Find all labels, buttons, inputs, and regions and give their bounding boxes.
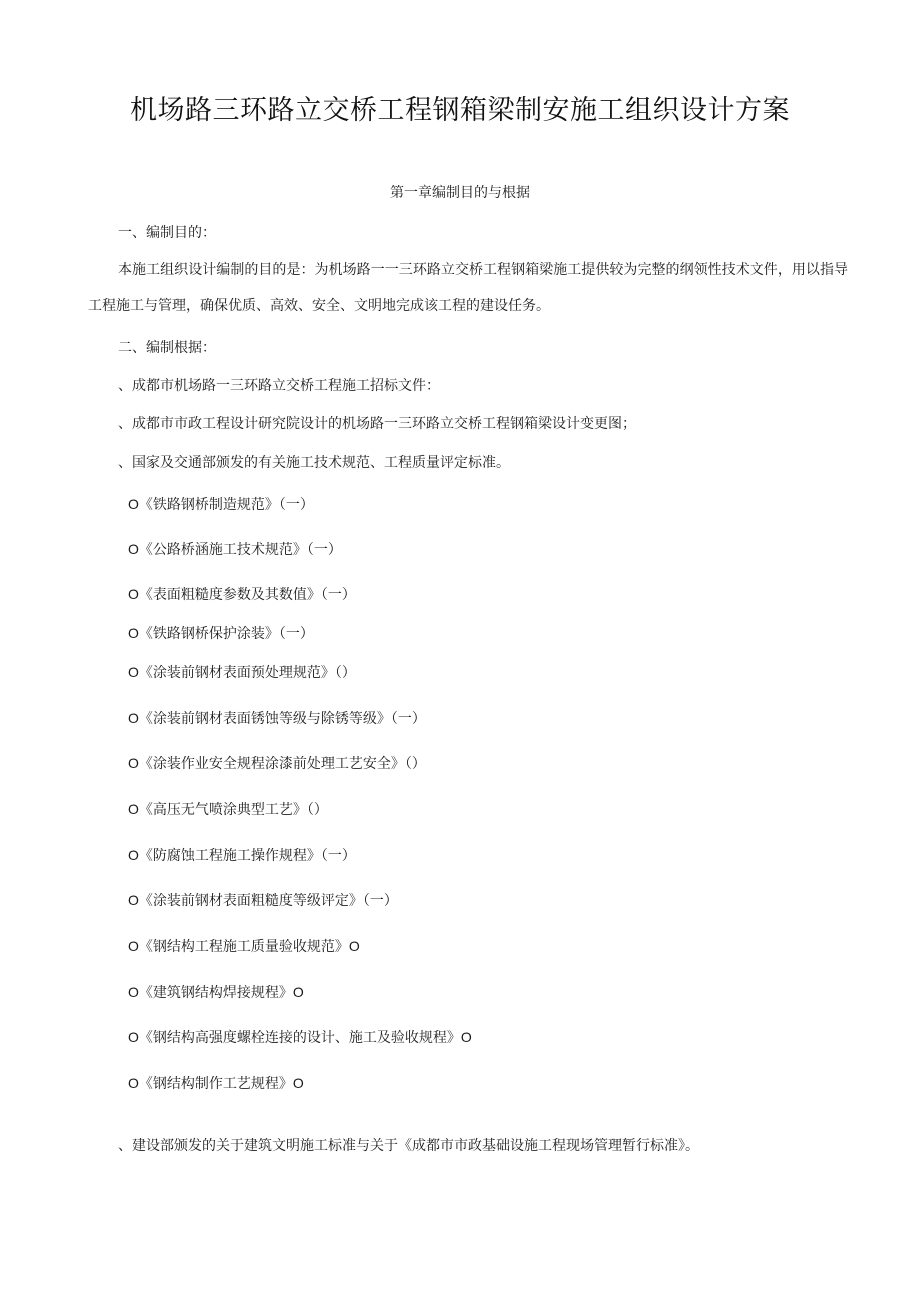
standard-suffix: O: [460, 1029, 472, 1045]
standard-text: 《涂装前钢材表面粗糙度等级评定》（一）: [138, 893, 398, 909]
bullet-icon: O: [128, 801, 139, 817]
chapter-heading: 第一章编制目的与根据: [390, 185, 530, 201]
bullet-icon: O: [128, 755, 139, 771]
standard-text: 《涂装前钢材表面锈蚀等级与除锈等级》（一）: [138, 711, 426, 727]
basis-item: 、国家及交通部颁发的有关施工技术规范、工程质量评定标准。: [118, 455, 510, 471]
bullet-icon: O: [128, 847, 139, 863]
standard-item: [128, 982, 304, 1002]
standard-text: 《涂装前钢材表面预处理规范》（）: [138, 665, 356, 681]
final-basis-item: 、建设部颁发的关于建筑文明施工标准与关于《成都市市政基础设施工程现场管理暂行标准》。: [118, 1138, 699, 1154]
standard-text: 《高压无气喷涂典型工艺》（）: [138, 802, 328, 818]
bullet-icon: O: [128, 586, 139, 602]
standard-item: [128, 799, 328, 819]
standard-suffix: O: [292, 984, 304, 1000]
bullet-icon: O: [128, 1075, 139, 1091]
bullet-icon: O: [128, 984, 139, 1000]
standard-item: [128, 584, 356, 604]
standard-item: [128, 662, 356, 682]
standard-item: [128, 753, 426, 773]
section2-heading: 二、编制根据：: [118, 340, 216, 356]
standard-item: [128, 539, 342, 559]
standard-text: 《表面粗糙度参数及其数值》（一）: [138, 587, 356, 603]
standard-text: 《钢结构工程施工质量验收规范》: [138, 939, 349, 955]
standard-item: [128, 890, 398, 910]
standard-item: [128, 1073, 304, 1093]
bullet-icon: O: [128, 496, 139, 512]
section1-body: 本施工组织设计编制的目的是：为机场路一一三环路立交桥工程钢箱梁施工提供较为完整的纲领性技术文件，用以指导工程施工与管理，确保优质、高效、安全、文明地完成该工程的建设任务。: [88, 262, 848, 314]
standard-text: 《钢结构制作工艺规程》: [138, 1076, 293, 1092]
document-title: 机场路三环路立交桥工程钢箱梁制安施工组织设计方案: [130, 95, 790, 126]
bullet-icon: O: [128, 938, 139, 954]
standard-text: 《涂装作业安全规程涂漆前处理工艺安全》（）: [138, 756, 426, 772]
standard-text: 《公路桥涵施工技术规范》（一）: [138, 542, 342, 558]
bullet-icon: O: [128, 1029, 139, 1045]
standard-item: [128, 494, 314, 514]
basis-item: 、成都市市政工程设计研究院设计的机场路一三环路立交桥工程钢箱梁设计变更图；: [118, 416, 636, 432]
standard-item: [128, 936, 360, 956]
standard-text: 《防腐蚀工程施工操作规程》（一）: [138, 848, 356, 864]
standard-text: 《铁路钢桥制造规范》（一）: [138, 497, 314, 513]
standard-item: [128, 1027, 472, 1047]
standard-suffix: O: [348, 938, 360, 954]
standard-item: [128, 708, 426, 728]
bullet-icon: O: [128, 710, 139, 726]
basis-item: 、成都市机场路一三环路立交桥工程施工招标文件：: [118, 378, 440, 394]
bullet-icon: O: [128, 892, 139, 908]
bullet-icon: O: [128, 625, 139, 641]
standard-text: 《钢结构高强度螺栓连接的设计、施工及验收规程》: [138, 1030, 461, 1046]
standard-text: 《建筑钢结构焊接规程》: [138, 985, 293, 1001]
standard-suffix: O: [292, 1075, 304, 1091]
section1-heading: 一、编制目的：: [118, 225, 216, 241]
bullet-icon: O: [128, 664, 139, 680]
standard-text: 《铁路钢桥保护涂装》（一）: [138, 626, 314, 642]
bullet-icon: O: [128, 541, 139, 557]
standard-item: [128, 623, 314, 643]
standard-item: [128, 845, 356, 865]
